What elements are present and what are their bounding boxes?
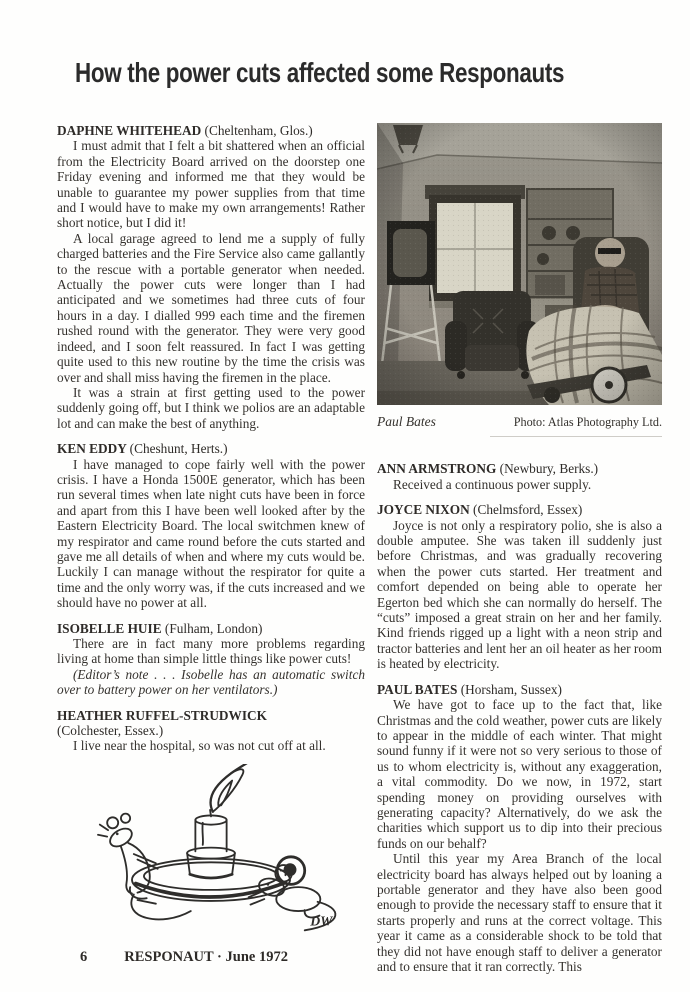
paragraph: Received a continuous power supply. bbox=[393, 476, 592, 492]
article-heading bbox=[377, 461, 662, 476]
article-location: (Horsham, Sussex) bbox=[460, 681, 562, 697]
article-name: PAUL BATES bbox=[377, 681, 458, 697]
paragraph: A local garage agreed to lend me a supply of fully charged batteries and the Fire Service also came gallantly to the rescue with a portable generator when needed. Actually the power cuts were longer than I had anticipated and we sometimes had three cuts of four hours in a day. I dialled 999 each time and the firemen rushed round with the generator. They were very good indeed, and I soon felt reassured. In fact I was getting quite used to this new routine by the time the crisis was over and shall miss having the firemen in the place. bbox=[57, 230, 365, 385]
article-isobelle-huie bbox=[57, 621, 365, 698]
article-heading bbox=[377, 682, 662, 697]
article-ann-armstrong bbox=[377, 461, 662, 492]
editor-note: (Editor’s note . . . Isobelle has an automatic switch over to battery power on her ventilators.) bbox=[57, 666, 365, 698]
living-room-photo bbox=[377, 123, 662, 405]
article-name: KEN EDDY bbox=[57, 441, 127, 457]
paragraph: It was a strain at first getting used to the power suddenly going off, but I think we polios are an adaptable lot and can make the best of anything. bbox=[57, 384, 365, 431]
photo-caption bbox=[377, 414, 662, 430]
paragraph: I have managed to cope fairly well with the power crisis. I have a Honda 1500E generator, which has been run several times when late night cuts have been in force and apart from this I have been well looked after by the Eastern Electricity Board. The local switchmen knew of my respirator and came round before the cuts started and gave me all details of when and where my cuts would be. Luckily I can manage without the respirator for quite a time and the only worry was, if the cuts increased and we should have no power at all. bbox=[57, 456, 365, 611]
left-column bbox=[57, 123, 365, 934]
article-name: HEATHER RUFFEL-STRUDWICK bbox=[57, 707, 267, 723]
article-location: (Cheltenham, Glos.) bbox=[204, 123, 313, 138]
article-name: ISOBELLE HUIE bbox=[57, 620, 162, 636]
footer-page-number: 6 bbox=[80, 949, 88, 965]
article-heading bbox=[57, 708, 365, 739]
page-title: How the power cuts affected some Responauts bbox=[75, 57, 565, 88]
article-paul-bates bbox=[377, 682, 662, 975]
article-location: (Chelmsford, Essex) bbox=[473, 502, 583, 518]
article-heather-ruffel-strudwick bbox=[57, 708, 365, 754]
page-footer bbox=[80, 949, 288, 966]
article-location: (Fulham, London) bbox=[164, 620, 263, 636]
article-ken-eddy bbox=[57, 441, 365, 610]
article-name: JOYCE NIXON bbox=[377, 502, 470, 518]
paragraph: I must admit that I felt a bit shattered when an official from the Electricity Board arrived on the doorstep one Friday evening and informed me that they would be unable to guarantee my power supplies from that time and I would have to make my own arrangements! Rather short notice, but I did it! bbox=[57, 138, 365, 231]
candle-mice-sketch bbox=[65, 764, 357, 934]
article-heading bbox=[57, 621, 365, 636]
article-name: DAPHNE WHITEHEAD bbox=[57, 123, 202, 138]
article-location: (Newbury, Berks.) bbox=[499, 461, 599, 477]
right-column bbox=[377, 123, 662, 984]
paragraph: Until this year my Area Branch of the local electricity board has always helped out by loaning a portable generator and they have also been good enough to provide the necessary staff to ensure that it starts properly and runs at the correct voltage. This year it came as a considerable shock to be told that they did not have enough staff to deliver a generator and to ensure that it ran correctly. This bbox=[377, 851, 662, 974]
article-heading bbox=[57, 441, 365, 456]
article-heading bbox=[377, 502, 662, 517]
photo-paul-bates bbox=[377, 123, 662, 437]
photo-caption-credit: Photo: Atlas Photography Ltd. bbox=[513, 415, 662, 429]
article-heading bbox=[57, 123, 365, 138]
footer-magazine-title: RESPONAUT · June 1972 bbox=[124, 949, 288, 965]
photo-caption-name: Paul Bates bbox=[377, 414, 436, 429]
caption-rule bbox=[490, 436, 662, 437]
paragraph: There are in fact many more problems regarding living at home than simple little things like power cuts! bbox=[57, 636, 365, 667]
article-name: ANN ARMSTRONG bbox=[377, 461, 497, 477]
illustration-signature: DW bbox=[310, 913, 333, 929]
article-daphne-whitehead bbox=[57, 123, 365, 431]
candle-illustration bbox=[65, 764, 365, 934]
paragraph: I live near the hospital, so was not cut off at all. bbox=[73, 738, 326, 754]
article-location: (Cheshunt, Herts.) bbox=[129, 441, 228, 457]
article-location: (Colchester, Essex.) bbox=[57, 723, 164, 739]
paragraph: Joyce is not only a respiratory polio, she is also a double amputee. She was taken ill suddenly just before Christmas, and was gradually recovering when the power cuts started. Her treatment and comfort depended on being able to operate her Egerton bed which she can normally do herself. The “cuts” imposed a great strain on her and her family. Kind friends rigged up a light with a neon strip and tractor batteries and lent her an oil heater as her room is heated by electricity. bbox=[377, 517, 662, 672]
article-joyce-nixon bbox=[377, 502, 662, 671]
paragraph: We have got to face up to the fact that, like Christmas and the cold weather, power cuts are likely to appear in the middle of each winter. That might sound funny if it were not so very serious to those of us to whom electricity is, without any exaggeration, a vital commodity. Do we now, in 1972, start spending money on providing ourselves with generating capacity? Alternatively, do we ask the charities which support us to dip into their precious funds on our behalf? bbox=[377, 697, 662, 851]
